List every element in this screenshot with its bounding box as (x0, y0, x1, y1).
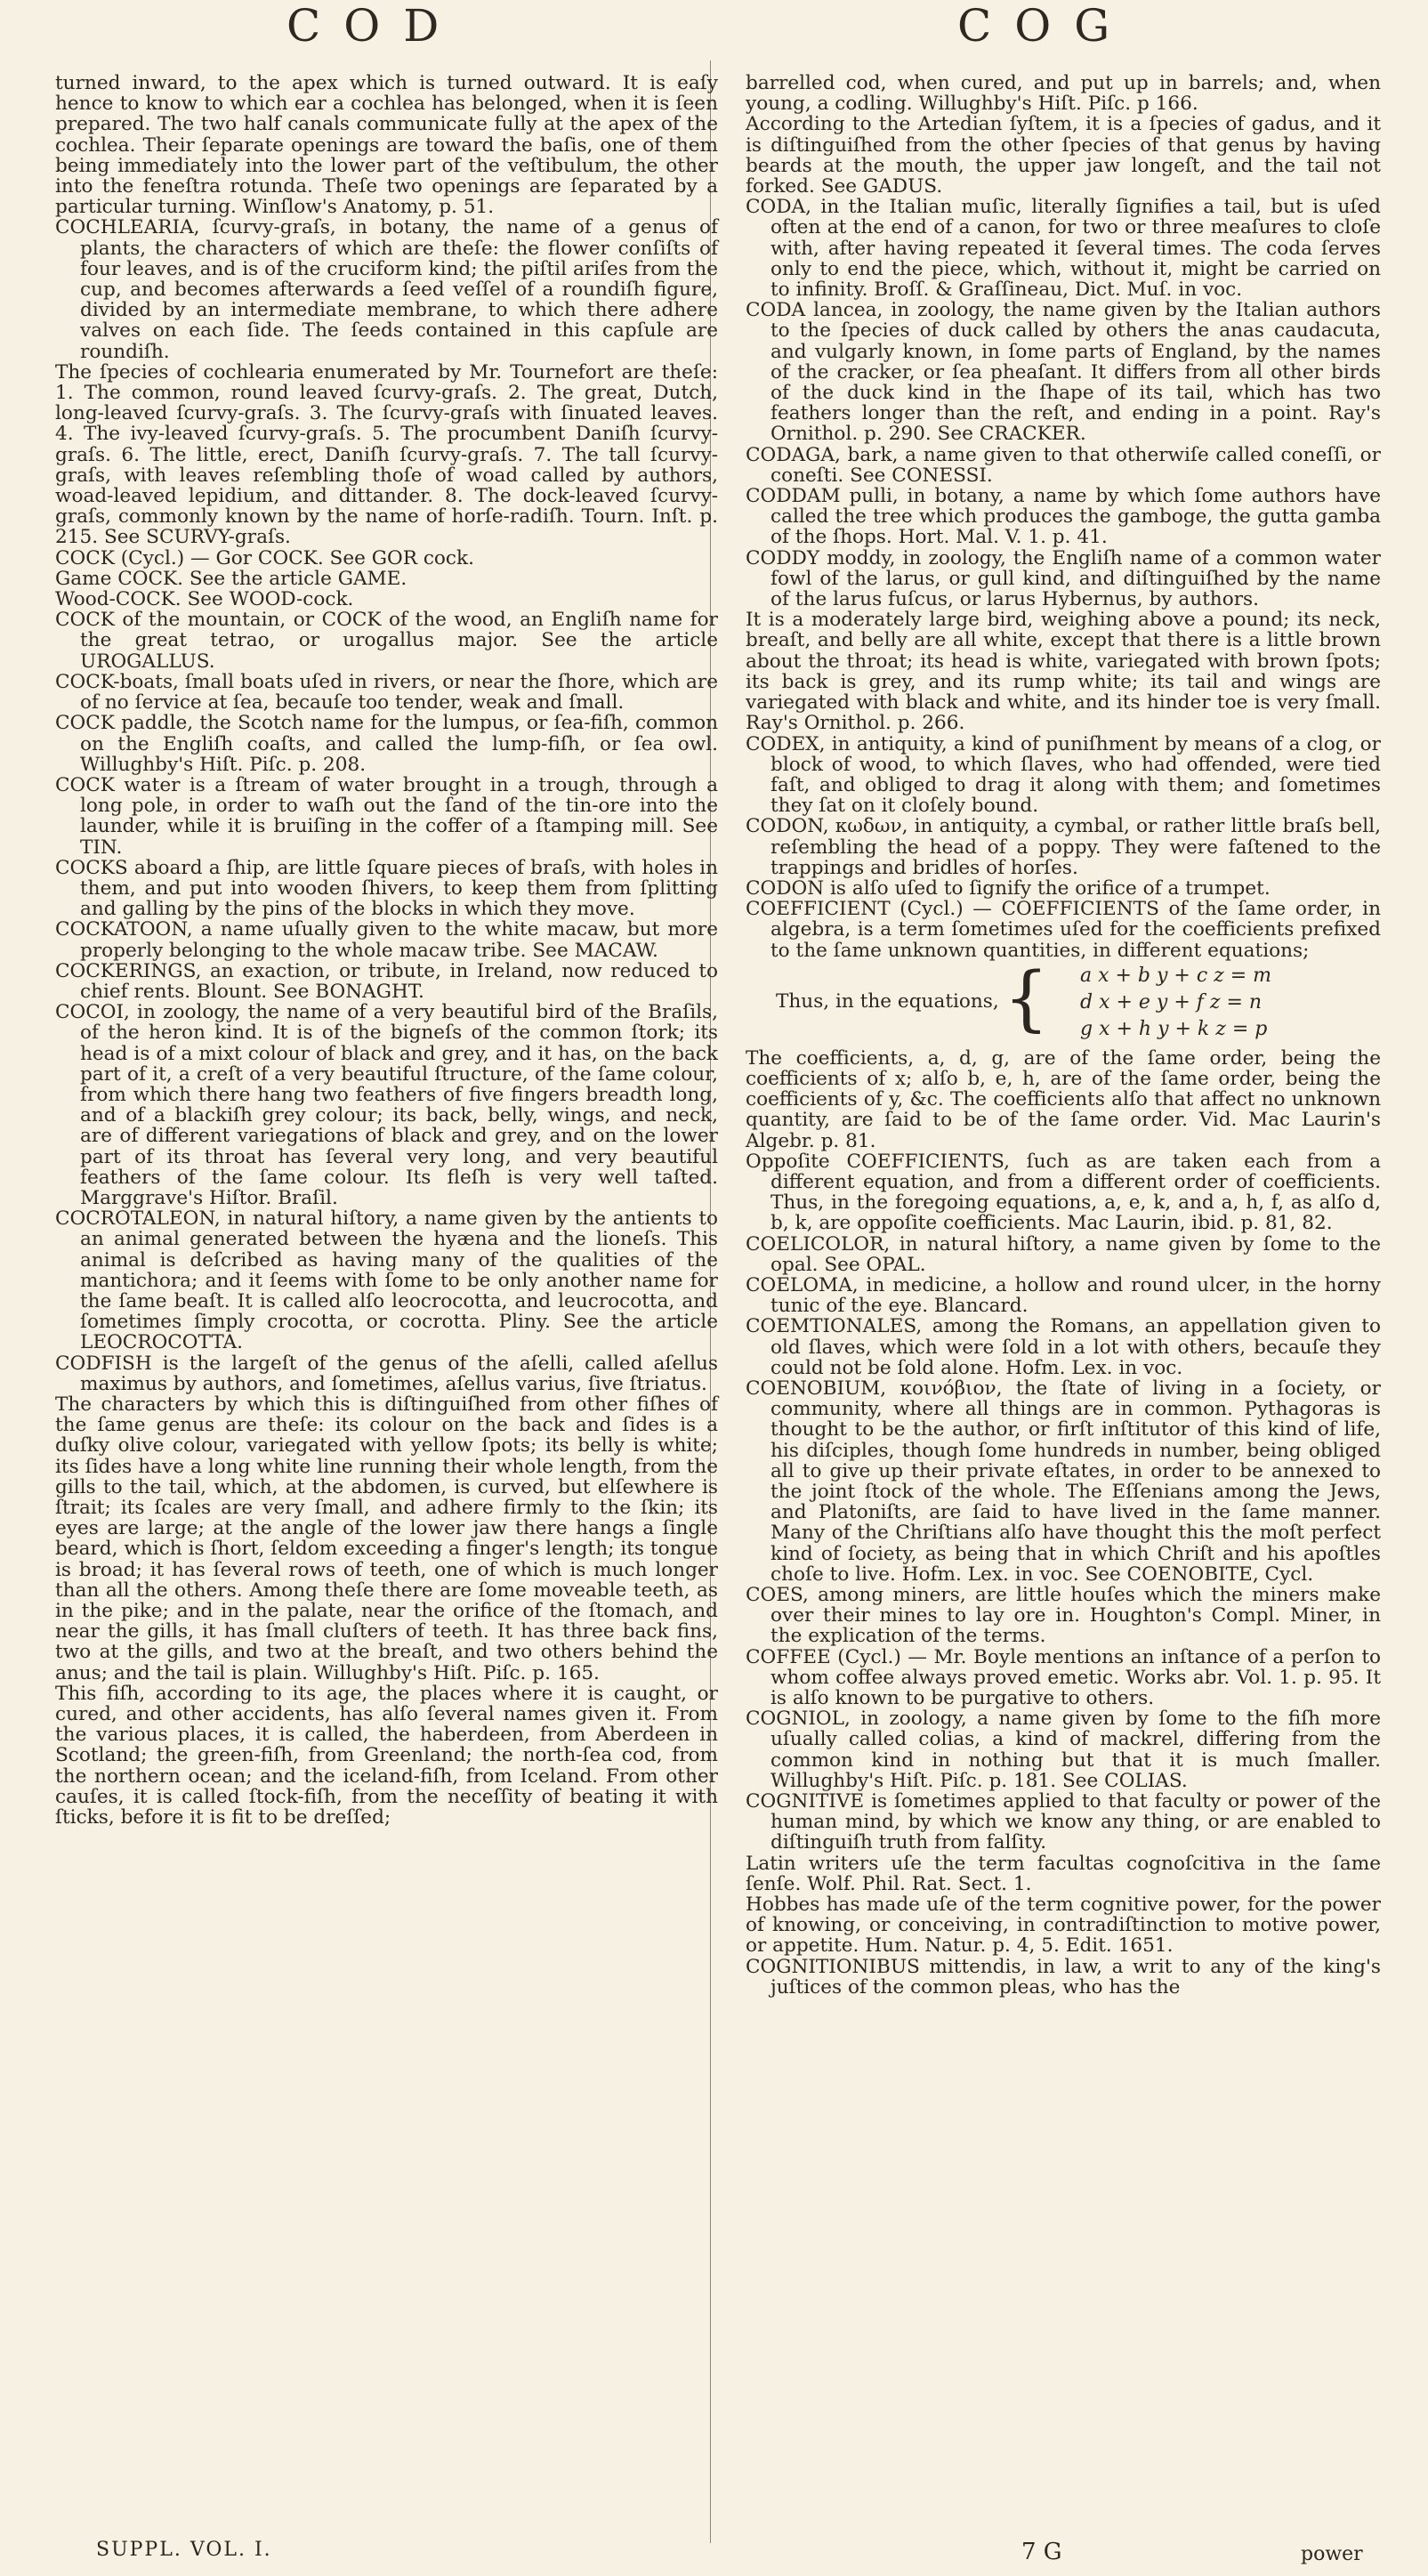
entry-paragraph: COCOI, in zoology, the name of a very beautiful bird of the Braſils, of the heron kind. It is of the bigneſs of the common ſtork; its head is of a mixt colour of black and grey, and it has, on the back part of it, a creſt of a very beautiful ſtructure, of the ſame colour, from which there hang two feathers of five fingers breadth long, and of a blackiſh grey colour; its back, belly, wings, and neck, are of different variegations of black and grey, and on the lower part of its throat has ſeveral very long, and very beautiful feathers of the ſame colour. Its fleſh is very well taſted. Marggrave's Hiſtor. Braſil. (55, 1001, 718, 1209)
entry-paragraph: This fiſh, according to its age, the places where it is caught, or cured, and other accidents, has alſo ſeveral names given it. From the various places, it is called, the haberdeen, from Aberdeen in Scotland; the green-fiſh, from Greenland; the north-ſea cod, from the northern ocean; and the iceland-fiſh, from Iceland. From other cauſes, it is called ſtock-fiſh, from the neceſſity of beating it with ſticks, before it is fit to be dreſſed; (55, 1682, 718, 1829)
running-head-left: COD (286, 0, 463, 52)
entry-paragraph: COCK paddle, the Scotch name for the lumpus, or ſea-fiſh, common on the Engliſh coaſts, and called the lump-fiſh, or ſea owl. Willughby's Hiſt. Piſc. p. 208. (55, 712, 718, 776)
entry-paragraph: Hobbes has made uſe of the term cognitive power, for the power of knowing, or conceiving, in contradiſtinction to motive power, or appetite. Hum. Natur. p. 4, 5. Edit. 1651. (746, 1894, 1381, 1958)
entry-paragraph: COGNITIONIBUS mittendis, in law, a writ to any of the king's juſtices of the common pleas, who has the (746, 1955, 1381, 1999)
equation-lines (1080, 963, 1271, 1043)
entry-paragraph: COGNIOL, in zoology, a name given by ſome to the fiſh more uſually called colias, a kind of mackrel, differing from the common kind in nothing but that it is much ſmaller. Willughby's Hiſt. Piſc. p. 181. See COLIAS. (746, 1708, 1381, 1792)
entry-paragraph: COEMTIONALES, among the Romans, an appellation given to old ſlaves, which were ſold in a lot with others, becauſe they could not be ſold alone. Hofm. Lex. in voc. (746, 1315, 1381, 1379)
equation-block (746, 956, 1381, 1045)
entry-paragraph: CODFISH is the largeſt of the genus of the aſelli, called aſellus maximus by authors, and ſometimes, aſellus varius, ſive ſtriatus. (55, 1352, 718, 1395)
right-column (746, 73, 1381, 1998)
entry-paragraph: COGNITIVE is ſometimes applied to that faculty or power of the human mind, by which we know any thing, or are enabled to diſtinguiſh truth from falſity. (746, 1790, 1381, 1854)
entry-paragraph: CODON is alſo uſed to ſignify the orifice of a trumpet. (746, 876, 1271, 900)
entry-paragraph: COELICOLOR, in natural hiſtory, a name given by ſome to the opal. See OPAL. (746, 1232, 1381, 1276)
entry-paragraph: Latin writers uſe the term facultas cognoſcitiva in the ſame ſenſe. Wolf. Phil. Rat. Sect. 1. (746, 1852, 1381, 1895)
entry-paragraph: The coefficients, a, d, g, are of the ſame order, being the coefficients of x; alſo b, e, h, are of the ſame order, being the coefficients of y, &c. The coefficients alſo that affect no unknown quantity, are ſaid to be of the ſame order. Vid. Mac Laurin's Algebr. p. 81. (746, 1046, 1381, 1152)
entry-paragraph: Game COCK. See the article GAME. (55, 567, 407, 590)
signature-mark: 7 G (1021, 2539, 1062, 2565)
entry-paragraph: COES, among miners, are little houſes which the miners make over their mines to lay ore in. Houghton's Compl. Miner, in the explication of the terms. (746, 1584, 1381, 1648)
entry-paragraph: COCK (Cycl.) — Gor COCK. See GOR cock. (55, 546, 474, 569)
entry-paragraph: COFFEE (Cycl.) — Mr. Boyle mentions an inſtance of a perſon to whom coffee always proved emetic. Works abr. Vol. 1. p. 95. It is alſo known to be purgative to others. (746, 1645, 1381, 1710)
entry-paragraph: turned inward, to the apex which is turned outward. It is eaſy hence to know to which ear a cochlea has belonged, when it is ſeen prepared. The two half canals communicate fully at the apex of the cochlea. Their ſeparate openings are toward the baſis, one of them being immediately into the lower part of the veſtibulum, the other into the feneſtra rotunda. Theſe two openings are ſeparated by a particular turning. Winſlow's Anatomy, p. 51. (55, 72, 718, 219)
equation-line: a x + b y + c z = m (1080, 964, 1272, 987)
entry-paragraph: COCK of the mountain, or COCK of the wood, an Engliſh name for the great tetrao, or urogallus major. See the article UROGALLUS. (55, 609, 718, 673)
entry-paragraph: It is a moderately large bird, weighing above a pound; its neck, breaſt, and belly are all white, except that there is a little brown about the throat; its head is white, variegated with brown ſpots; its back is grey, and its rump white; its tail and wings are variegated with black and white, and its hinder toe is very ſmall. Ray's Ornithol. p. 266. (746, 609, 1381, 735)
entry-paragraph: COCKERINGS, an exaction, or tribute, in Ireland, now reduced to chief rents. Blount. See BONAGHT. (55, 959, 718, 1003)
entry-paragraph: The characters by which this is diſtinguiſhed from other fiſhes of the ſame genus are theſe: its colour on the back and ſides is a duſky olive colour, variegated with yellow ſpots; its belly is white; its ſides have a long white line running their whole length, from the gills to the tail, which, at the abdomen, is curved, but elſewhere is ſtrait; its ſcales are very ſmall, and adhere firmly to the ſkin; its eyes are large; at the angle of the lower jaw there hangs a ſingle beard, which is ſhort, ſeldom exceeding a finger's length; its tongue is broad; it has ſeveral rows of teeth, one of which is much longer than all the others. Among theſe there are ſome moveable teeth, as in the pike; and in the palate, near the orifice of the ſtomach, and near the gills, it has ſmall cluſters of teeth. It has three back fins, two at the gills, and two at the breaſt, and two others behind the anus; and the tail is plain. Willughby's Hiſt. Piſc. p. 165. (55, 1393, 718, 1684)
entry-paragraph: COCK water is a ſtream of water brought in a trough, through a long pole, in order to waſh out the ſand of the tin-ore into the launder, while it is bruiſing in the coffer of a ſtamping mill. See TIN. (55, 773, 718, 859)
equation-line: d x + e y + f z = n (1080, 990, 1263, 1013)
running-head-right: COG (957, 0, 1134, 52)
entry-paragraph: Oppoſite COEFFICIENTS, ſuch as are taken each from a different equation, and from a different order of coefficients. Thus, in the foregoing equations, a, e, k, and a, h, f, as alſo d, b, k, are oppoſite coefficients. Mac Laurin, ibid. p. 81, 82. (746, 1150, 1381, 1235)
entry-paragraph: barrelled cod, when cured, and put up in barrels; and, when young, a codling. Willughby's Hiſt. Piſc. p 166. (746, 72, 1381, 116)
entry-paragraph: CODAGA, bark, a name given to that otherwiſe called coneſſi, or coneſti. See CONESSI. (746, 443, 1381, 487)
entry-paragraph: Wood-COCK. See WOOD-cock. (55, 588, 354, 611)
equation-brace: { (1004, 956, 1049, 1039)
entry-paragraph: According to the Artedian ſyſtem, it is a ſpecies of gadus, and it is diſtinguiſhed from the other ſpecies of that genus by having beards at the mouth, the upper jaw longeſt, and the tail not forked. See GADUS. (746, 113, 1381, 198)
volume-footer: SUPPL. VOL. I. (96, 2539, 272, 2561)
entry-paragraph: COCKS aboard a ſhip, are little ſquare pieces of braſs, with holes in them, and put into wooden ſhivers, to keep them from ſplitting and galling by the pins of the blocks in which they move. (55, 856, 718, 921)
entry-paragraph: CODDY moddy, in zoology, the Engliſh name of a common water fowl of the larus, or gull kind, and diſtinguiſhed by the name of the larus fuſcus, or larus Hybernus, by authors. (746, 546, 1381, 611)
entry-paragraph: COENOBIUM, κοινόβιον, the ſtate of living in a ſociety, or community, where all things are in common. Pythagoras is thought to be the author, or firſt inſtitutor of this kind of life, his diſciples, though ſome hundreds in number, being obliged all to give up their private eſtates, in order to be annexed to the joint ſtock of the whole. The Eſſenians among the Jews, and Platoniſts, are ſaid to have lived in the ſame manner. Many of the Chriſtians alſo have thought this the moſt perfect kind of ſociety, as being that in which Chriſt and his apoſtles choſe to live. Hofm. Lex. in voc. See COENOBITE, Cycl. (746, 1377, 1381, 1586)
catchword: power (1301, 2543, 1363, 2565)
entry-paragraph: COEFFICIENT (Cycl.) — COEFFICIENTS of the ſame order, in algebra, is a term ſometimes uſed for the coefficients prefixed to the ſame unknown quantities, in different equations; (746, 898, 1381, 962)
entry-paragraph: COCROTALEON, in natural hiſtory, a name given by the antients to an animal generated between the hyæna and the lioneſs. This animal is deſcribed as having many of the qualities of the mantichora; and it ſeems with ſome to be only another name for the ſame beaſt. It is called alſo leocrocotta, and leucrocotta, and ſometimes ſimply crocotta, or cocrotta. Pliny. See the article LEOCROCOTTA. (55, 1207, 718, 1354)
entry-paragraph: CODDAM pulli, in botany, a name by which ſome authors have called the tree which produces the gamboge, the gutta gamba of the ſhops. Hort. Mal. V. 1. p. 41. (746, 485, 1381, 549)
entry-paragraph: CODEX, in antiquity, a kind of puniſhment by means of a clog, or block of wood, to which ſlaves, who had offended, were tied faſt, and obliged to drag it along with them; and ſometimes they ſat on it cloſely bound. (746, 732, 1381, 818)
left-column (55, 73, 718, 1828)
entry-paragraph: COCK-boats, ſmall boats uſed in rivers, or near the ſhore, which are of no ſervice at ſea, becauſe too tender, weak and ſmall. (55, 670, 718, 715)
entry-paragraph: COELOMA, in medicine, a hollow and round ulcer, in the horny tunic of the eye. Blancard. (746, 1273, 1381, 1318)
entry-paragraph: CODA lancea, in zoology, the name given by the Italian authors to the ſpecies of duck called by others the anas caudacuta, and vulgarly known, in ſome parts of England, by the names of the cracker, or ſea pheaſant. It differs from all other birds of the duck kind in the ſhape of its tail, which has two feathers longer than the reſt, and ending in a point. Ray's Ornithol. p. 290. See CRACKER. (746, 299, 1381, 446)
entry-paragraph: The ſpecies of cochlearia enumerated by Mr. Tournefort are theſe: 1. The common, round leaved ſcurvy-graſs. 2. The great, Dutch, long-leaved ſcurvy-graſs. 3. The ſcurvy-graſs with ſinuated leaves. 4. The ivy-leaved ſcurvy-graſs. 5. The procumbent Daniſh ſcurvy-graſs. 6. The little, erect, Daniſh ſcurvy-graſs. 7. The tall ſcurvy-graſs, with leaves reſembling thoſe of woad called by authors, woad-leaved lepidium, and dittander. 8. The dock-leaved ſcurvy-graſs, commonly known by the name of horſe-radiſh. Tourn. Inſt. p. 215. See SCURVY-graſs. (55, 360, 718, 549)
entry-paragraph: COCHLEARIA, ſcurvy-graſs, in botany, the name of a genus of plants, the characters of which are theſe: the flower conſiſts of four leaves, and is of the cruciform kind; the piſtil ariſes from the cup, and becomes afterwards a ſeed veſſel of a roundiſh figure, divided by an intermediate membrane, to which there adhere valves on each ſide. The ſeeds contained in this capſule are roundiſh. (55, 216, 718, 363)
entry-paragraph: CODA, in the Italian muſic, literally ſignifies a tail, but is uſed often at the end of a canon, for two or three meaſures to cloſe with, after having repeated it ſeveral times. The coda ſerves only to end the piece, which, without it, might be carried on to infinity. Broſſ. & Graſſineau, Dict. Muſ. in voc. (746, 196, 1381, 302)
equation-line: g x + h y + k z = p (1080, 1017, 1268, 1040)
equation-lead-in: Thus, in the equations, (776, 989, 999, 1013)
entry-paragraph: COCKATOON, a name uſually given to the white macaw, but more properly belonging to the whole macaw tribe. See MACAW. (55, 918, 718, 962)
entry-paragraph: CODON, κωδων, in antiquity, a cymbal, or rather little braſs bell, reſembling the head of a poppy. They were faſtened to the trappings and bridles of horſes. (746, 815, 1381, 879)
